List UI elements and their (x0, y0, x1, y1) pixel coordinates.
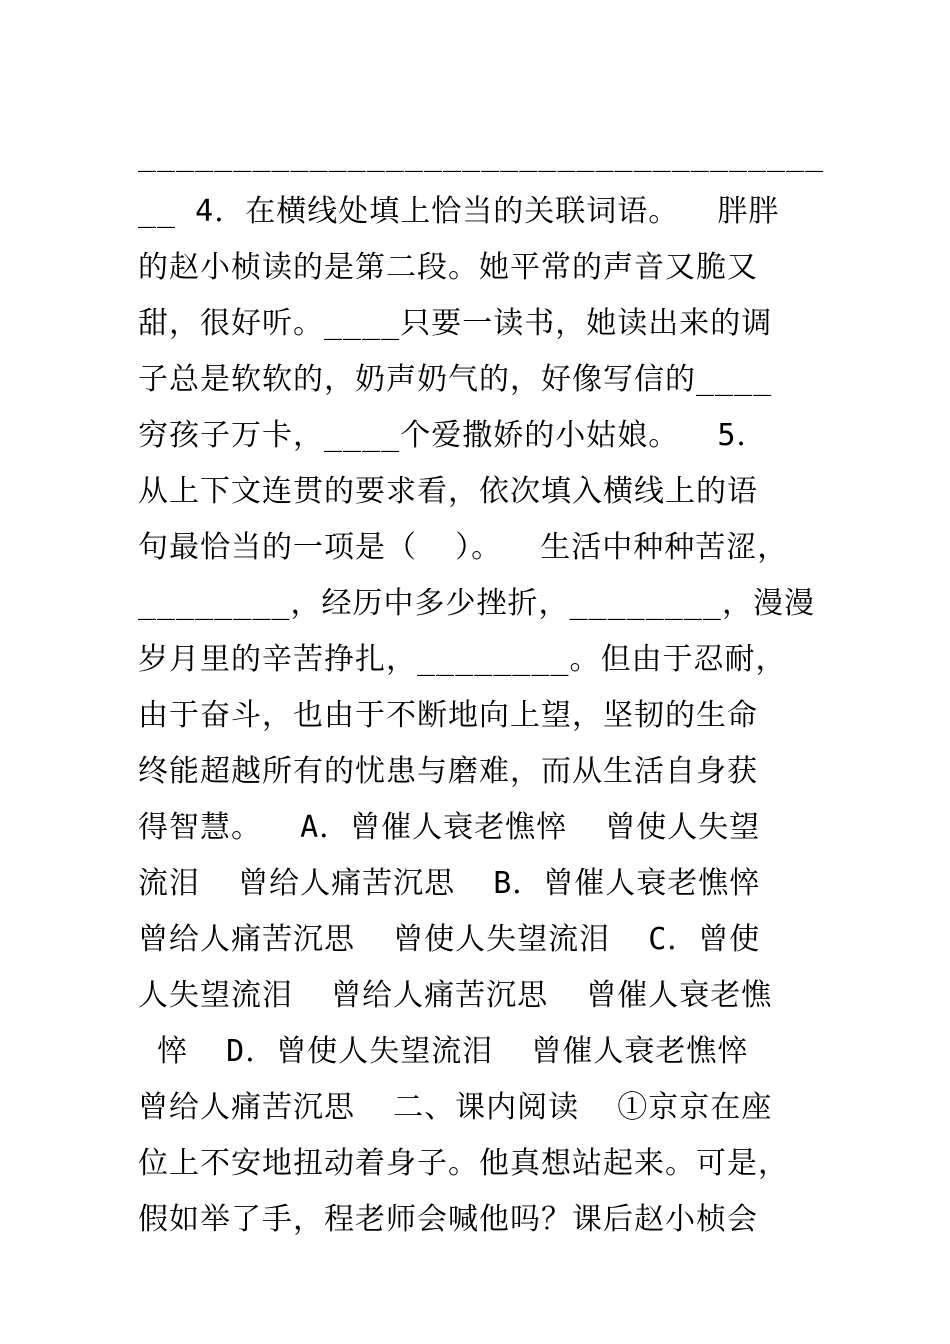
text-line-17: 悴 D．曾使人失望流泪 曾催人衰老憔悴 (138, 1034, 749, 1069)
text-line-16: 人失望流泪 曾给人痛苦沉思 曾催人衰老憔 (138, 978, 773, 1013)
text-line-11: 由于奋斗，也由于不断地向上望，坚韧的生命 (138, 698, 758, 733)
text-line-1: ____________________________________ (138, 138, 825, 173)
text-line-10: 岁月里的辛苦挣扎，________。但由于忍耐， (138, 642, 787, 677)
text-line-4: 甜，很好听。____只要一读书，她读出来的调 (138, 306, 773, 341)
text-line-20: 假如举了手，程老师会喊他吗？课后赵小桢会 (138, 1202, 758, 1237)
text-line-3: 的赵小桢读的是第二段。她平常的声音又脆又 (138, 250, 758, 285)
document-body (138, 128, 838, 1248)
text-line-15: 曾给人痛苦沉思 曾使人失望流泪 C．曾使 (138, 922, 761, 957)
text-line-18: 曾给人痛苦沉思 二、课内阅读 ①京京在座 (138, 1090, 773, 1125)
text-line-6: 穷孩子万卡，____个爱撒娇的小姑娘。 5． (138, 418, 768, 453)
text-line-5: 子总是软软的，奶声奶气的，好像写信的____ (138, 362, 773, 397)
text-line-8: 句最恰当的一项是（ ）。 生活中种种苦涩， (138, 530, 789, 565)
text-line-14: 流泪 曾给人痛苦沉思 B．曾催人衰老憔悴 (138, 866, 761, 901)
text-line-2: __ 4．在横线处填上恰当的关联词语。 胖胖 (138, 194, 780, 229)
text-line-12: 终能超越所有的忧患与磨难，而从生活自身获 (138, 754, 758, 789)
text-line-13: 得智慧。 A．曾催人衰老憔悴 曾使人失望 (138, 810, 761, 845)
text-line-19: 位上不安地扭动着身子。他真想站起来。可是， (138, 1146, 789, 1181)
text-line-9: ________，经历中多少挫折，________，漫漫 (138, 586, 815, 621)
text-line-7: 从上下文连贯的要求看，依次填入横线上的语 (138, 474, 758, 509)
